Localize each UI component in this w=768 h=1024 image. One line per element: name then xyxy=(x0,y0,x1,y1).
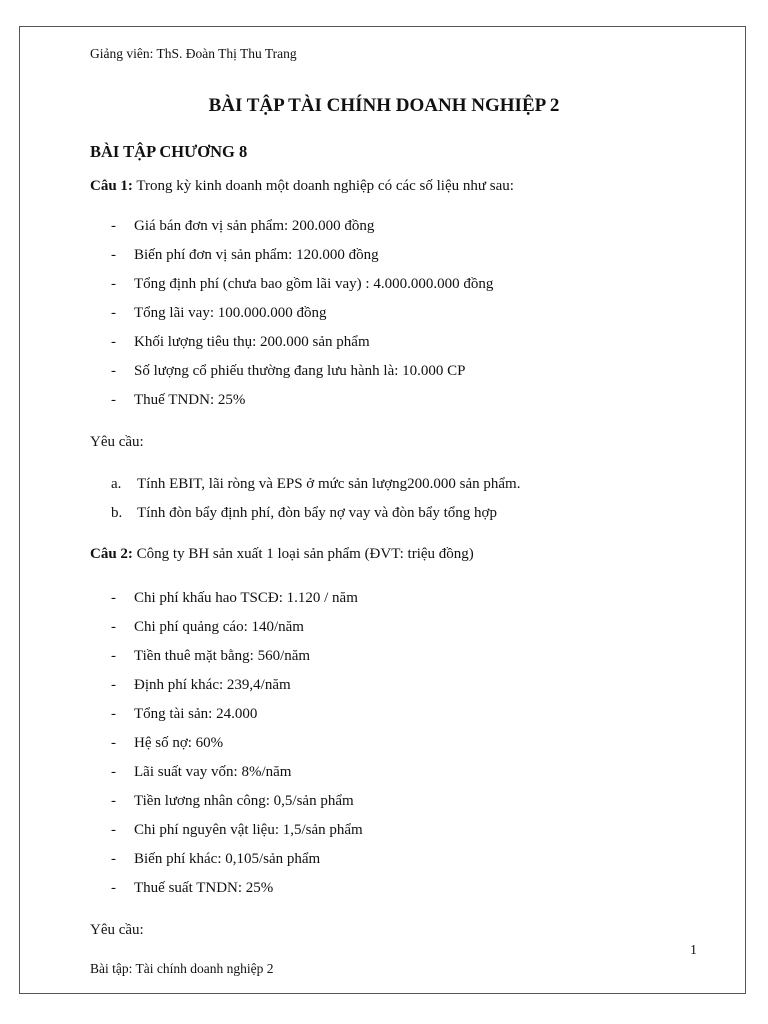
q2-requirements-label: Yêu cầu: xyxy=(90,922,144,938)
question-2-label: Câu 2: xyxy=(90,546,133,562)
q1-requirements-label: Yêu cầu: xyxy=(90,434,144,450)
question-1-intro xyxy=(90,178,514,195)
footer-text: Bài tập: Tài chính doanh nghiệp 2 xyxy=(90,961,274,976)
question-1-label: Câu 1: xyxy=(90,178,133,194)
question-1-text: Trong kỳ kinh doanh một doanh nghiệp có các số liệu như sau: xyxy=(132,178,514,194)
lecturer-header: Giảng viên: ThS. Đoàn Thị Thu Trang xyxy=(90,46,297,61)
chapter-heading: BÀI TẬP CHƯƠNG 8 xyxy=(90,142,248,161)
question-2-text: Công ty BH sản xuất 1 loại sản phẩm (ĐVT: triệu đồng) xyxy=(132,546,474,562)
document-title: BÀI TẬP TÀI CHÍNH DOANH NGHIỆP 2 xyxy=(208,95,560,116)
page-number: 1 xyxy=(690,943,697,958)
question-2-intro xyxy=(90,546,474,563)
